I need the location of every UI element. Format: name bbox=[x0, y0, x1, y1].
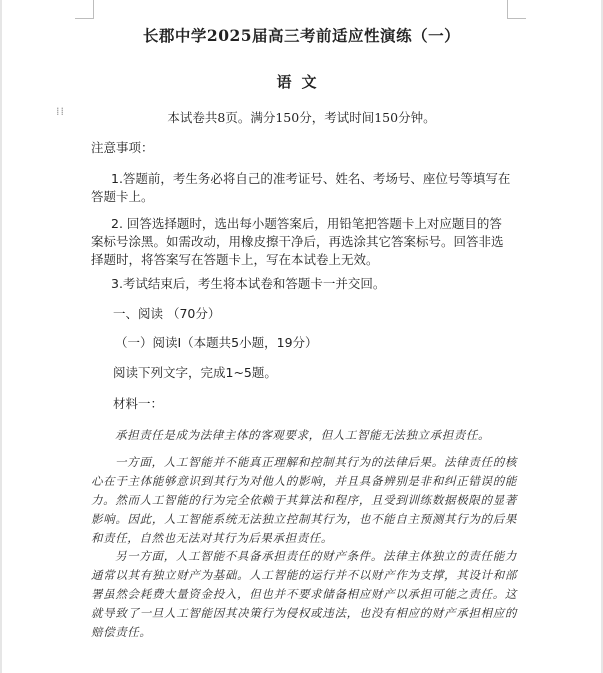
material-label: 材料一： bbox=[113, 396, 164, 411]
material-paragraph-1: 承担责任是成为法律主体的客观要求，但人工智能无法独立承担责任。 bbox=[115, 428, 491, 442]
subsection-heading: （一）阅读Ⅰ（本题共5小题，19分） bbox=[115, 335, 318, 350]
crop-mark-top-left bbox=[75, 0, 94, 19]
exam-info: 本试卷共8页。满分150分，考试时间150分钟。 bbox=[167, 110, 436, 125]
notice-item-1: 1.答题前，考生务必将自己的准考证号、姓名、考场号、座位号等填写在答题卡上。 bbox=[91, 171, 511, 204]
subject-heading: 语文 bbox=[276, 73, 327, 91]
document-title: 长郡中学2025届高三考前适应性演练（一） bbox=[142, 26, 461, 45]
drag-handle-icon[interactable]: ⁞⁞ bbox=[56, 105, 65, 118]
notice-item-2: 2. 回答选择题时，选出每小题答案后，用铅笔把答题卡上对应题目的答案标号涂黑。如需改动，用橡皮擦干净后，再选涂其它答案标号。回答非选择题时，将答案写在答题卡上，写在本试卷上无效。 bbox=[91, 216, 504, 267]
material-paragraph-2: 一方面，人工智能并不能真正理解和控制其行为的法律后果。法律责任的核心在于主体能够意识到其行为对他人的影响，并且具备辨别是非和纠正错误的能力。然而人工智能的行为完全依赖于其算法和程序，且受到训练数据极限的显著影响。因此，人工智能系统无法独立控制其行为，也不能自主预测其行为的后果和责任，自然也无法对其行为后果承担责任。 bbox=[91, 455, 517, 545]
notice-item-3: 3.考试结束后，考生将本试卷和答题卡一并交回。 bbox=[111, 276, 386, 291]
crop-mark-top-right bbox=[507, 0, 526, 19]
reading-instruction: 阅读下列文字，完成1~5题。 bbox=[113, 365, 277, 380]
section-heading: 一、阅读 （70分） bbox=[113, 306, 221, 321]
page-edge-left bbox=[0, 0, 2, 673]
material-paragraph-3: 另一方面，人工智能不具备承担责任的财产条件。法律主体独立的责任能力通常以其有独立财产为基础。人工智能的运行并不以财产作为支撑，其设计和部署虽然会耗费大量资金投入，但也并不要求储备相应财产以承担可能之责任。这就导致了一旦人工智能因其决策行为侵权或违法，也没有相应的财产承担相应的赔偿责任。 bbox=[91, 549, 517, 639]
notice-heading: 注意事项： bbox=[91, 140, 154, 155]
